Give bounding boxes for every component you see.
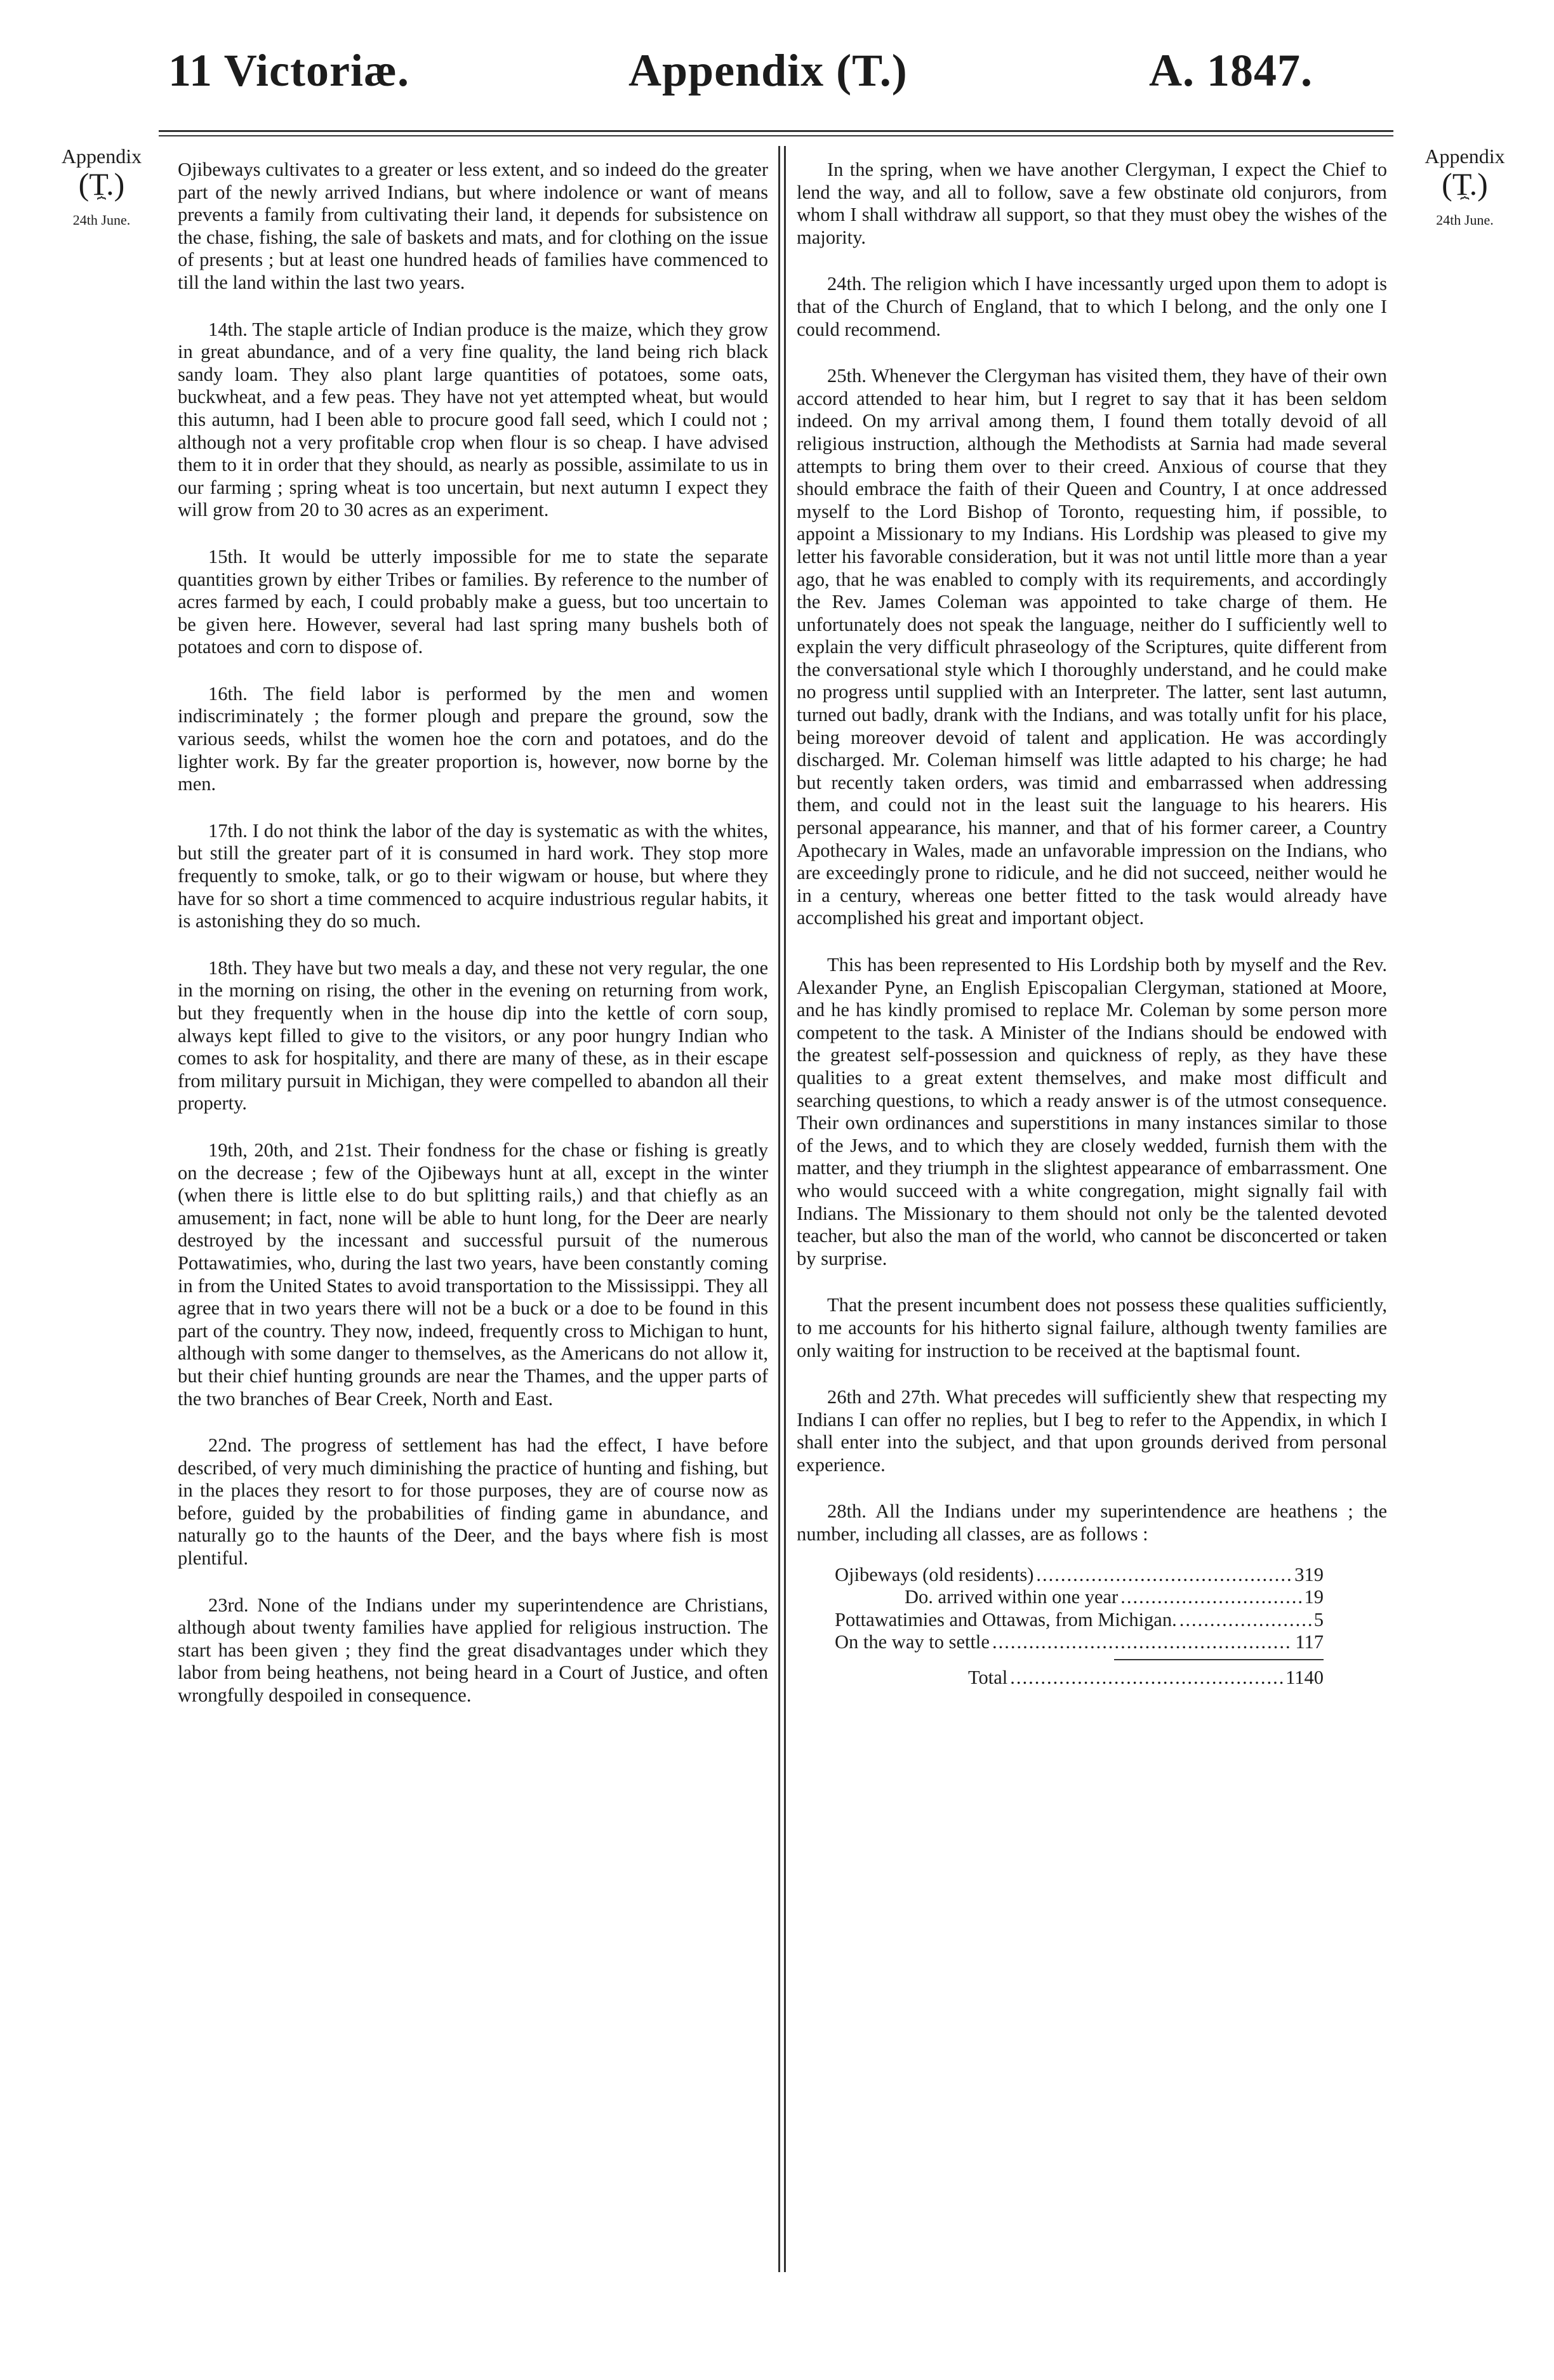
paragraph: 14th. The staple article of Indian produce is the maize, which they grow in great abundance, and of a very fine quality, the land being rich black sandy loam. They also plant large quantities of potatoes, some oats, buckwheat, and a few peas. They have not yet attempted wheat, but would this autumn, had I been able to procure good fall seed, which I could not ; although not a very profitable crop when flour is so cheap. I have advised them to it in order that they should, as nearly as possible, assimilate to us in our farming ; spring wheat is too uncertain, but next autumn I expect they will grow from 20 to 30 acres as an experiment. xyxy=(178,318,768,521)
paragraph: 26th and 27th. What precedes will sufficiently shew that respecting my Indians I can offer no replies, but I beg to refer to the Appendix, in which I shall enter into the subject, and that upon grounds derived from personal experience. xyxy=(797,1386,1387,1476)
paragraph: 25th. Whenever the Clergyman has visited them, they have of their own accord attended to hear him, but I regret to say that it has been seldom indeed. On my arrival among them, I found them totally devoid of all religious instruction, although the Methodists at Sarnia had made several attempts to bring them over to their creed. Anxious of course that they should embrace the faith of their Queen and Country, I at once addressed myself to the Lord Bishop of Toronto, requesting him, if possible, to appoint a Missionary to my Indians. His Lordship was pleased to give my letter his favorable consideration, but it was not until little more than a year ago, that he was enabled to comply with its requirements, and accordingly the Rev. James Coleman was appointed to take charge of them. He unfortunately does not speak the language, neither do I sufficiently well to explain the very difficult phraseology of the Scriptures, quite different from the conversational style which I thoroughly understand, and he could make no progress until supplied with an Interpreter. The latter, sent last autumn, turned out badly, drank with the Indians, and was totally unfit for his place, being moreover devoid of talent and application. He was accordingly discharged. Mr. Coleman himself was little adapted to his charge; he had but recently taken orders, was timid and embarrassed when addressing them, and could not in the least suit the language to his hearers. His personal appearance, his manner, and that of his former career, a Country Apothecary in Wales, made an unfavorable impression on the Indians, who are exceedingly prone to ridicule, and he did not succeed, neither would he in a century, whereas one better fitted to the task would already have accomplished his great and important object. xyxy=(797,365,1387,929)
paragraph: 15th. It would be utterly impossible for me to state the separate quantities grown by either Tribes or families. By reference to the number of acres farmed by each, I could probably make a guess, but too uncertain to be given here. However, several had last spring many bushels both of potatoes and corn to dispose of. xyxy=(178,545,768,658)
paragraph: Ojibeways cultivates to a greater or less extent, and so indeed do the greater part of the newly arrived Indians, but where indolence or want of means prevents a family from cultivating their land, it depends for subsistence on the chase, fishing, the sale of baskets and mats, and for clothing on the issue of presents ; but at least one hundred heads of families have commenced to till the land within the last two years. xyxy=(178,159,768,293)
column-divider xyxy=(778,146,786,2272)
margin-note-date: 24th June. xyxy=(1436,211,1494,228)
paragraph: 18th. They have but two meals a day, and these not very regular, the one in the morning on rising, the other in the evening on returning from work, but they frequently when in the house dip into the kettle of corn soup, always kept filled to give to the visitors, or any poor hungry Indian who comes to ask for hospitality, and there are many of these, as in their escape from military pursuit in Michigan, they were compelled to abandon all their property. xyxy=(178,956,768,1114)
margin-note-paren: (T.) xyxy=(78,166,125,202)
header-year: A. 1847. xyxy=(1149,45,1313,96)
margin-note-title: Appendix xyxy=(61,145,142,168)
header-volume: 11 Victoriæ. xyxy=(168,45,409,96)
paragraph: 19th, 20th, and 21st. Their fondness for the chase or fishing is greatly on the decrease ; few of the Ojibeways hunt at all, except in the winter (when there is little else to do but splitting rails,) and that chiefly as an amusement; in fact, none will be able to hunt long, for the Deer are nearly destroyed by the incessant and successful pursuit of the numerous Pottawatimies, who, during the last two years, have been constantly coming in from the United States to avoid transportation to the Mississippi. They all agree that in two years there will not be a buck or a doe to be found in this part of the country. They now, indeed, frequently cross to Michigan to hunt, although with some danger to themselves, as the Americans do not allow it, but their chief hunting grounds are near the Thames, and the upper parts of the two branches of Bear Creek, North and East. xyxy=(178,1139,768,1410)
margin-note-paren: (T.) xyxy=(1442,166,1488,202)
paragraph: 17th. I do not think the labor of the day is systematic as with the whites, but still the greater part of it is consumed in hard work. They stop more frequently to smoke, talk, or go to their wigwam or house, but where they have for so short a time commenced to acquire industrious regular habits, it is astonishing they do so much. xyxy=(178,819,768,932)
tally-row xyxy=(835,1586,1324,1609)
tally-total-row xyxy=(835,1667,1324,1689)
running-header xyxy=(0,44,1554,114)
tally-label: Pottawatimies and Ottawas, from Michigan. xyxy=(835,1608,1177,1630)
margin-brace-icon: ⏞ xyxy=(1460,197,1470,214)
tally-value: 19 xyxy=(1304,1586,1324,1608)
population-tally xyxy=(835,1564,1324,1689)
tally-value: 319 xyxy=(1294,1563,1324,1585)
margin-note-date: 24th June. xyxy=(72,211,131,228)
tally-row xyxy=(835,1609,1324,1632)
paragraph: 16th. The field labor is performed by the men and women indiscriminately ; the former plough and prepare the ground, sow the various seeds, whilst the women hoe the corn and potatoes, and do the lighter work. By far the greater proportion is, however, now borne by the men. xyxy=(178,682,768,795)
tally-row xyxy=(835,1631,1324,1654)
margin-note-left xyxy=(38,145,165,228)
margin-note-right xyxy=(1397,145,1533,228)
paragraph: That the present incumbent does not possess these qualities sufficiently, to me accounts for his hitherto signal failure, although twenty families are only waiting for instruction to be received at the baptismal fount. xyxy=(797,1294,1387,1361)
tally-value: 117 xyxy=(1295,1631,1324,1653)
paragraph: In the spring, when we have another Clergyman, I expect the Chief to lend the way, and all to follow, save a few obstinate old conjurors, from whom I shall withdraw all support, so that they must obey the wishes of the majority. xyxy=(797,159,1387,248)
margin-note-title: Appendix xyxy=(1424,145,1505,168)
margin-brace-icon: ⏞ xyxy=(96,197,107,214)
tally-value: 5 xyxy=(1313,1608,1324,1630)
tally-sum-rule xyxy=(1114,1659,1324,1660)
tally-total-label: Total xyxy=(968,1667,1008,1689)
header-title: Appendix (T.) xyxy=(628,45,908,96)
tally-label: Do. arrived within one year xyxy=(905,1586,1119,1608)
tally-total-value: 1140 xyxy=(1285,1667,1324,1689)
header-rule xyxy=(159,130,1393,132)
tally-row xyxy=(835,1564,1324,1587)
tally-label: Ojibeways (old residents) xyxy=(835,1563,1034,1585)
paragraph: 24th. The religion which I have incessantly urged upon them to adopt is that of the Church of England, that to which I belong, and the only one I could recommend. xyxy=(797,273,1387,340)
paragraph: 22nd. The progress of settlement has had the effect, I have before described, of very much diminishing the practice of hunting and fishing, but in the places they resort to for those purposes, they are of course now as before, guided by the probabilities of finding game in abundance, and naturally go to the haunts of the Deer, and the bays where fish is most plentiful. xyxy=(178,1434,768,1570)
header-rule-thin xyxy=(159,135,1393,136)
paragraph: 28th. All the Indians under my superintendence are heathens ; the number, including all classes, are as follows : xyxy=(797,1500,1387,1545)
left-column xyxy=(178,159,768,1731)
right-column xyxy=(797,159,1387,1689)
paragraph: 23rd. None of the Indians under my superintendence are Christians, although about twenty families have applied for religious instruction. The start has been given ; they find the great disadvantages under which they labor from being heathens, not being heard in a Court of Justice, and often wrongfully despoiled in consequence. xyxy=(178,1594,768,1707)
tally-label: On the way to settle xyxy=(835,1631,990,1653)
paragraph: This has been represented to His Lordship both by myself and the Rev. Alexander Pyne, an English Episcopalian Clergyman, stationed at Moore, and he has kindly promised to replace Mr. Coleman by some person more competent to the task. A Minister of the Indians should be endowed with the greatest self-possession and quickness of reply, as they have these qualities to a great extent themselves, and make most difficult and searching questions, to which a ready answer is of the utmost consequence. Their own ordinances and superstitions in many instances similar to those of the Jews, and to which they are closely wedded, furnish them with the matter, and they triumph in the slightest appearance of embarrassment. One who would succeed with a white congregation, might signally fail with Indians. The Missionary to them should not only be the talented devoted teacher, but also the man of the world, who cannot be disconcerted or taken by surprise. xyxy=(797,954,1387,1269)
